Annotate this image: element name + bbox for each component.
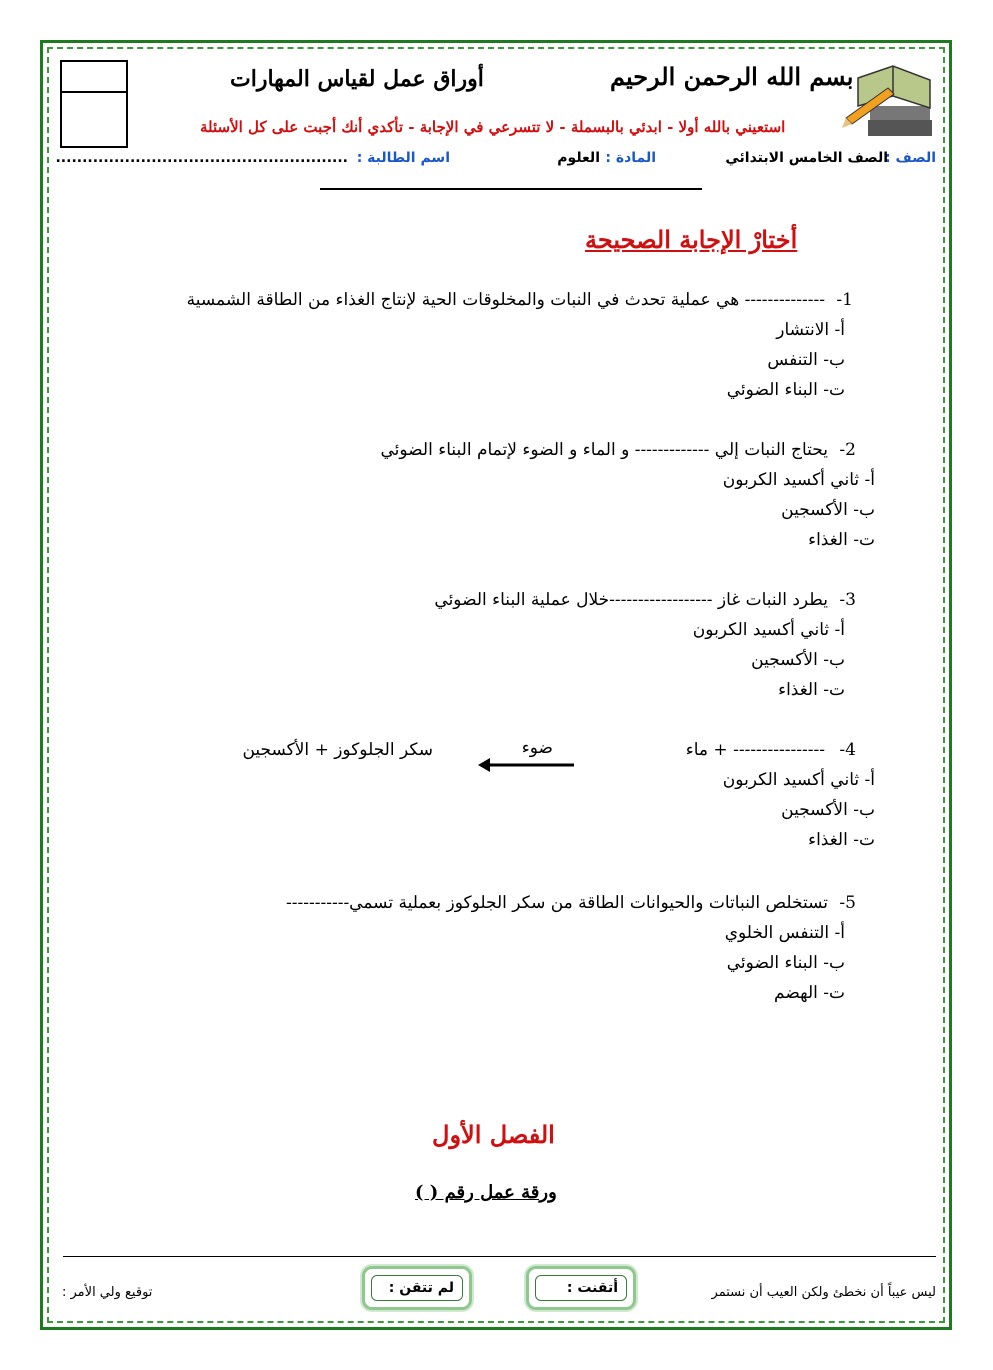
question-1-text: -------------- هي عملية تحدث في النبات والمخلوقات الحية لإنتاج الغذاء من الطاقة الشمسية	[186, 290, 825, 310]
score-box-divider	[60, 91, 128, 93]
question-5-option-c[interactable]: ت- الهضم	[774, 983, 845, 1003]
question-1-option-a[interactable]: أ- الانتشار	[776, 320, 845, 340]
question-1-option-b[interactable]: ب- التنفس	[767, 350, 845, 370]
student-name-label: اسم الطالبة :	[356, 150, 450, 166]
question-1-number: 1-	[836, 290, 853, 310]
question-5-option-a[interactable]: أ- التنفس الخلوي	[724, 923, 845, 943]
score-box	[60, 60, 128, 148]
grade-value: الصف الخامس الابتدائي	[725, 150, 888, 166]
question-3-option-a[interactable]: أ- ثاني أكسيد الكربون	[692, 620, 845, 640]
section-title: أختارْ الإجابة الصحيحة	[585, 225, 798, 254]
question-2-number: 2-	[839, 440, 856, 460]
student-name-field[interactable]: .......................................................	[55, 150, 348, 166]
question-2-option-c[interactable]: ت- الغذاء	[808, 530, 875, 550]
mastered-box[interactable]	[526, 1266, 636, 1310]
subject-label: المادة :	[605, 150, 656, 166]
question-5-option-b[interactable]: ب- البناء الضوئي	[726, 953, 845, 973]
chapter-title: الفصل الأول	[432, 1120, 555, 1149]
instructions: استعيني بالله أولا - ابدئي بالبسملة - لا تتسرعي في الإجابة - تأكدي أنك أجبت على كل الأسئلة	[200, 118, 786, 136]
question-2-option-a[interactable]: أ- ثاني أكسيد الكربون	[722, 470, 875, 490]
subject-value: العلوم	[557, 150, 600, 166]
question-4-option-b[interactable]: ب- الأكسجين	[781, 800, 875, 820]
question-4-number: 4-	[839, 740, 856, 760]
basmala: بسم الله الرحمن الرحيم	[610, 62, 854, 91]
worksheet-number: ورقة عمل رقم ( )	[415, 1182, 557, 1203]
question-5-number: 5-	[839, 893, 856, 913]
footer-divider	[63, 1256, 936, 1257]
page-title: أوراق عمل لقياس المهارات	[230, 66, 484, 92]
header-divider	[320, 188, 702, 190]
not-mastered-box[interactable]	[362, 1266, 472, 1310]
question-3-option-c[interactable]: ت- الغذاء	[778, 680, 845, 700]
question-1-option-c[interactable]: ت- البناء الضوئي	[726, 380, 845, 400]
question-3-option-b[interactable]: ب- الأكسجين	[751, 650, 845, 670]
reaction-arrow-icon	[478, 755, 576, 775]
question-3-text: يطرد النبات غاز ------------------خلال عملية البناء الضوئي	[434, 590, 828, 610]
question-4-products: سكر الجلوكوز + الأكسجين	[242, 740, 433, 760]
question-3-number: 3-	[839, 590, 856, 610]
question-4-reactants: ---------------- + ماء	[685, 740, 825, 760]
question-2-option-b[interactable]: ب- الأكسجين	[781, 500, 875, 520]
question-2-text: يحتاج النبات إلي ------------- و الماء و الضوء لإتمام البناء الضوئي	[380, 440, 828, 460]
mastered-label: أتقنت :	[535, 1275, 627, 1301]
not-mastered-label: لم تتقن :	[371, 1275, 463, 1301]
question-4-arrow-label: ضوء	[521, 738, 553, 758]
parent-signature[interactable]: توقيع ولي الأمر :	[62, 1285, 153, 1300]
grade-label: الصف :	[885, 150, 936, 166]
encouragement-note: ليس عيباً أن نخطئ ولكن العيب أن نستمر	[711, 1285, 936, 1300]
question-4-option-a[interactable]: أ- ثاني أكسيد الكربون	[722, 770, 875, 790]
question-5-text: تستخلص النباتات والحيوانات الطاقة من سكر الجلوكوز بعملية تسمي-----------	[286, 893, 828, 913]
question-4-option-c[interactable]: ت- الغذاء	[808, 830, 875, 850]
